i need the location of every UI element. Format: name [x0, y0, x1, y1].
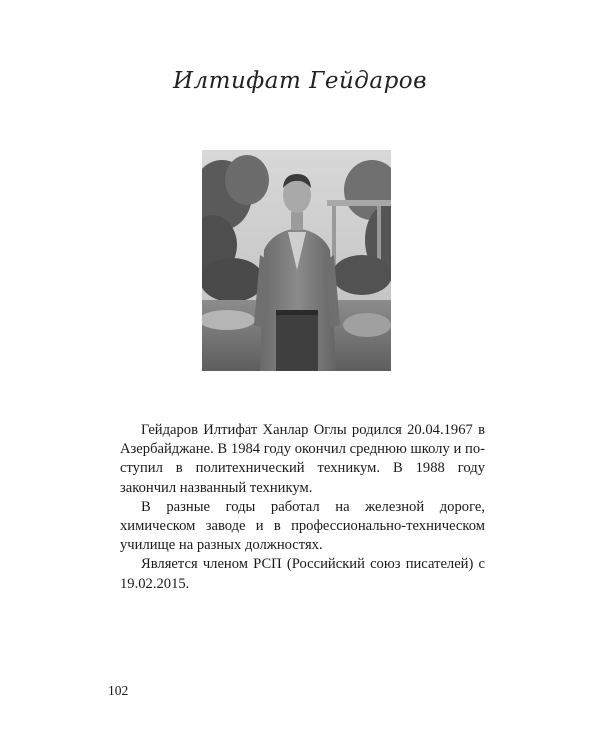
page-number: 102 — [108, 683, 129, 698]
author-portrait-photo — [202, 150, 391, 371]
biography-paragraph-3: Является членом РСП (Российский союз писателей) с 19.02.2015. — [120, 556, 485, 592]
author-name-title: Илтифат Гейдаров — [172, 68, 428, 94]
biography-paragraph-1: Гейдаров Илтифат Ханлар Оглы родился 20.04.1967 в Азербайджане. В 1984 году окончил среднюю школу и поступил в политехнический техникум. В 1988 году закончил названный техникум. — [120, 422, 485, 496]
biography-paragraph-2: В разные годы работал на железной дороге, химическом заводе и в профессионально-техническом училище на разных должностях. — [120, 498, 485, 554]
biography-text — [120, 421, 485, 594]
